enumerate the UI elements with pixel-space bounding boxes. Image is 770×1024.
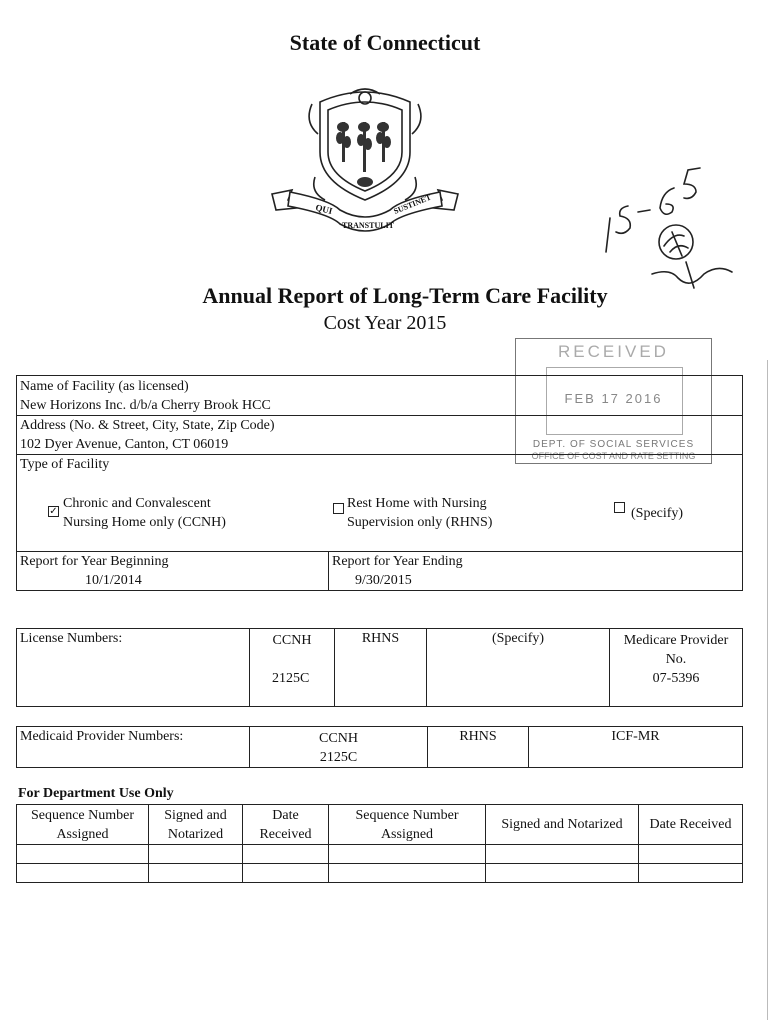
dept-col-1-line1: Sequence Number — [30, 807, 135, 823]
license-rhns-header: RHNS — [361, 631, 400, 646]
medicaid-label: Medicaid Provider Numbers: — [20, 729, 184, 744]
dept-col-date-2 — [639, 805, 743, 845]
department-use-table — [16, 804, 743, 883]
rhns-type-line1: Rest Home with Nursing — [347, 496, 487, 511]
seal-motto-center: TRANSTULIT — [342, 221, 395, 230]
facility-name-value: New Horizons Inc. d/b/a Cherry Brook HCC — [20, 398, 271, 413]
dept-col-3-line1: Date — [272, 807, 299, 823]
license-label-cell — [17, 629, 250, 707]
dept-col-2-line2: Notarized — [167, 826, 224, 842]
dept-entry-cell[interactable] — [149, 845, 243, 864]
dept-col-2-line1: Signed and — [164, 807, 227, 823]
scan-edge-line — [767, 360, 768, 1020]
medicaid-rhns-cell — [428, 727, 529, 768]
medicare-header-1: Medicare Provider — [623, 633, 729, 648]
medicaid-rhns-header: RHNS — [459, 729, 497, 744]
stamp-department: DEPT. OF SOCIAL SERVICES — [532, 439, 695, 450]
dept-entry-row — [17, 845, 743, 864]
dept-col-3-line2: Received — [259, 826, 312, 842]
dept-entry-cell[interactable] — [639, 864, 743, 883]
dept-entry-row — [17, 864, 743, 883]
year-end-value: 9/30/2015 — [355, 573, 412, 588]
cost-year: Cost Year 2015 — [323, 312, 447, 334]
license-specify-header: (Specify) — [491, 631, 545, 646]
facility-name-label: Name of Facility (as licensed) — [20, 379, 189, 394]
dept-entry-cell[interactable] — [329, 845, 486, 864]
stamp-received: RECEIVED — [558, 342, 669, 361]
medicaid-numbers-table — [16, 726, 743, 768]
medicaid-ccnh-header: CCNH — [319, 731, 358, 746]
dept-entry-cell[interactable] — [486, 845, 639, 864]
report-title: Annual Report of Long-Term Care Facility — [202, 283, 608, 308]
connecticut-seal-icon — [270, 82, 460, 242]
medicare-value: 07-5396 — [652, 671, 700, 686]
facility-info-box — [16, 375, 743, 591]
medicaid-icf-header: ICF-MR — [611, 729, 660, 744]
dept-entry-cell[interactable] — [639, 845, 743, 864]
specify-type-label: (Specify) — [631, 506, 684, 521]
license-ccnh-value: 2125C — [272, 671, 310, 686]
license-numbers-table — [16, 628, 743, 707]
checkbox-rhns[interactable] — [333, 503, 344, 514]
license-ccnh-cell — [250, 629, 335, 707]
medicaid-label-cell — [17, 727, 250, 768]
medicaid-ccnh-value: 2125C — [319, 750, 358, 765]
handwritten-annotation — [600, 160, 750, 320]
dept-col-6-line1: Date Received — [649, 816, 732, 832]
dept-entry-cell[interactable] — [329, 864, 486, 883]
checkbox-ccnh[interactable]: ✓ — [49, 506, 58, 517]
year-begin-label: Report for Year Beginning — [20, 554, 169, 569]
medicaid-icf-cell — [529, 727, 743, 768]
dept-col-5-line1: Signed and Notarized — [501, 816, 623, 832]
dept-col-signed-1 — [149, 805, 243, 845]
license-label: License Numbers: — [20, 631, 123, 646]
dept-entry-cell[interactable] — [243, 864, 329, 883]
dept-entry-cell[interactable] — [486, 864, 639, 883]
facility-type-label: Type of Facility — [20, 457, 110, 472]
license-rhns-cell — [335, 629, 427, 707]
seal-motto-left: QUI — [314, 202, 334, 217]
year-begin-value: 10/1/2014 — [85, 573, 142, 588]
department-use-title: For Department Use Only — [18, 786, 174, 801]
dept-col-4-line2: Assigned — [380, 826, 434, 842]
seal-motto-right: SUSTINET — [392, 192, 433, 216]
state-title: State of Connecticut — [289, 30, 481, 55]
address-value: 102 Dyer Avenue, Canton, CT 06019 — [20, 437, 229, 452]
checkbox-specify[interactable] — [614, 502, 625, 513]
medicaid-ccnh-cell — [250, 727, 428, 768]
license-ccnh-header: CCNH — [272, 633, 312, 648]
dept-col-signed-2 — [486, 805, 639, 845]
dept-col-date-1 — [243, 805, 329, 845]
dept-entry-cell[interactable] — [243, 845, 329, 864]
stamp-office: OFFICE OF COST AND RATE SETTING — [531, 451, 696, 461]
ccnh-type-line1: Chronic and Convalescent — [63, 496, 211, 511]
stamp-date: FEB 17 2016 — [564, 391, 663, 406]
dept-entry-cell[interactable] — [149, 864, 243, 883]
dept-entry-cell[interactable] — [17, 864, 149, 883]
medicare-cell — [610, 629, 743, 707]
ccnh-type-line2: Nursing Home only (CCNH) — [63, 515, 226, 530]
dept-col-sequence-1 — [17, 805, 149, 845]
dept-col-4-line1: Sequence Number — [355, 807, 459, 823]
year-end-label: Report for Year Ending — [332, 554, 463, 569]
address-label: Address (No. & Street, City, State, Zip Code) — [20, 418, 275, 433]
dept-col-sequence-2 — [329, 805, 486, 845]
dept-entry-cell[interactable] — [17, 845, 149, 864]
license-specify-cell — [427, 629, 610, 707]
medicare-header-2: No. — [665, 652, 687, 667]
rhns-type-line2: Supervision only (RHNS) — [347, 515, 493, 530]
dept-col-1-line2: Assigned — [56, 826, 109, 842]
